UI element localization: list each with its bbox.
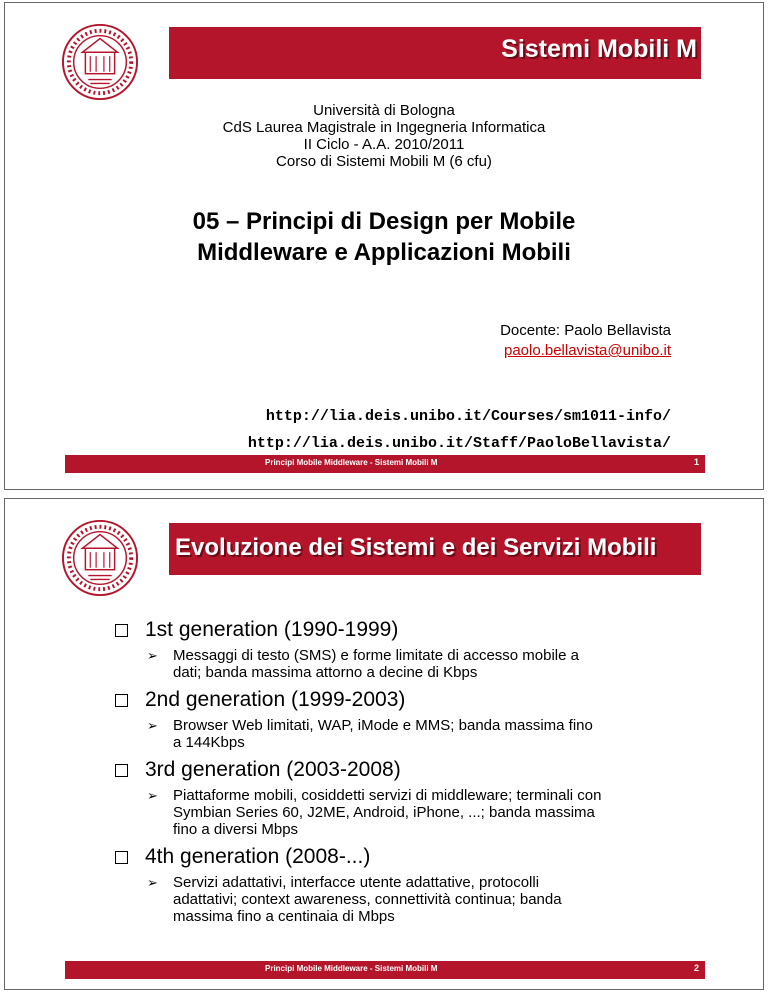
generation-title: 2nd generation (1999-2003) xyxy=(145,688,406,711)
instructor-name: Docente: Paolo Bellavista xyxy=(500,322,671,339)
url-list xyxy=(248,403,671,457)
square-bullet-icon xyxy=(115,624,128,637)
detail-line: Messaggi di testo (SMS) e forme limitate di accesso mobile a xyxy=(173,647,579,664)
square-bullet-icon xyxy=(115,851,128,864)
slide-2 xyxy=(4,498,764,990)
generation-list xyxy=(115,617,723,931)
arrow-bullet-icon: ➢ xyxy=(147,648,158,663)
square-bullet-icon xyxy=(115,764,128,777)
arrow-bullet-icon: ➢ xyxy=(147,788,158,803)
university-seal-icon xyxy=(61,519,139,597)
page-number: 1 xyxy=(693,457,699,467)
footer-bar xyxy=(65,455,705,473)
generation-detail xyxy=(145,874,723,925)
page-number: 2 xyxy=(693,963,699,973)
university-line: Corso di Sistemi Mobili M (6 cfu) xyxy=(276,153,492,170)
slide-1 xyxy=(4,2,764,490)
list-item xyxy=(115,617,723,681)
university-info xyxy=(5,102,763,170)
university-line: CdS Laurea Magistrale in Ingegneria Informatica xyxy=(222,119,546,136)
square-bullet-icon xyxy=(115,694,128,707)
detail-line: a 144Kbps xyxy=(173,734,245,751)
lecture-title-line: Middleware e Applicazioni Mobili xyxy=(197,239,571,266)
lecture-title-line: 05 – Principi di Design per Mobile xyxy=(192,208,576,235)
course-url[interactable]: http://lia.deis.unibo.it/Courses/sm1011-info/ xyxy=(265,408,671,425)
title-bar xyxy=(169,27,701,79)
list-item xyxy=(115,687,723,751)
footer-text: Principi Mobile Middleware - Sistemi Mobili M xyxy=(265,458,438,467)
footer-text: Principi Mobile Middleware - Sistemi Mobili M xyxy=(265,964,438,973)
generation-detail xyxy=(145,787,723,838)
slide-title: Sistemi Mobili M xyxy=(501,35,697,63)
university-line: II Ciclo - A.A. 2010/2011 xyxy=(303,136,465,153)
arrow-bullet-icon: ➢ xyxy=(147,718,158,733)
generation-detail xyxy=(145,717,723,751)
list-item xyxy=(115,757,723,838)
arrow-bullet-icon: ➢ xyxy=(147,875,158,890)
generation-detail xyxy=(145,647,723,681)
title-bar xyxy=(169,523,701,575)
detail-line: fino a diversi Mbps xyxy=(173,821,299,838)
slide-title: Evoluzione dei Sistemi e dei Servizi Mobili xyxy=(175,534,657,561)
detail-line: massima fino a centinaia di Mbps xyxy=(173,908,395,925)
detail-line: dati; banda massima attorno a decine di Kbps xyxy=(173,664,478,681)
university-seal-icon xyxy=(61,23,139,101)
detail-line: Servizi adattativi, interfacce utente adattative, protocolli xyxy=(173,874,540,891)
generation-title: 4th generation (2008-...) xyxy=(145,845,371,868)
instructor-block xyxy=(500,321,671,361)
university-line: Università di Bologna xyxy=(313,102,455,119)
list-item xyxy=(115,844,723,925)
detail-line: Symbian Series 60, J2ME, Android, iPhone, ...; banda massima xyxy=(173,804,595,821)
staff-url[interactable]: http://lia.deis.unibo.it/Staff/PaoloBellavista/ xyxy=(247,435,671,452)
detail-line: adattativi; context awareness, connettività continua; banda xyxy=(173,891,562,908)
generation-title: 1st generation (1990-1999) xyxy=(145,618,399,641)
detail-line: Browser Web limitati, WAP, iMode e MMS; banda massima fino xyxy=(173,717,593,734)
lecture-title xyxy=(5,206,763,268)
detail-line: Piattaforme mobili, cosiddetti servizi di middleware; terminali con xyxy=(173,787,602,804)
footer-bar xyxy=(65,961,705,979)
instructor-email-link[interactable]: paolo.bellavista@unibo.it xyxy=(504,342,671,359)
generation-title: 3rd generation (2003-2008) xyxy=(145,758,401,781)
